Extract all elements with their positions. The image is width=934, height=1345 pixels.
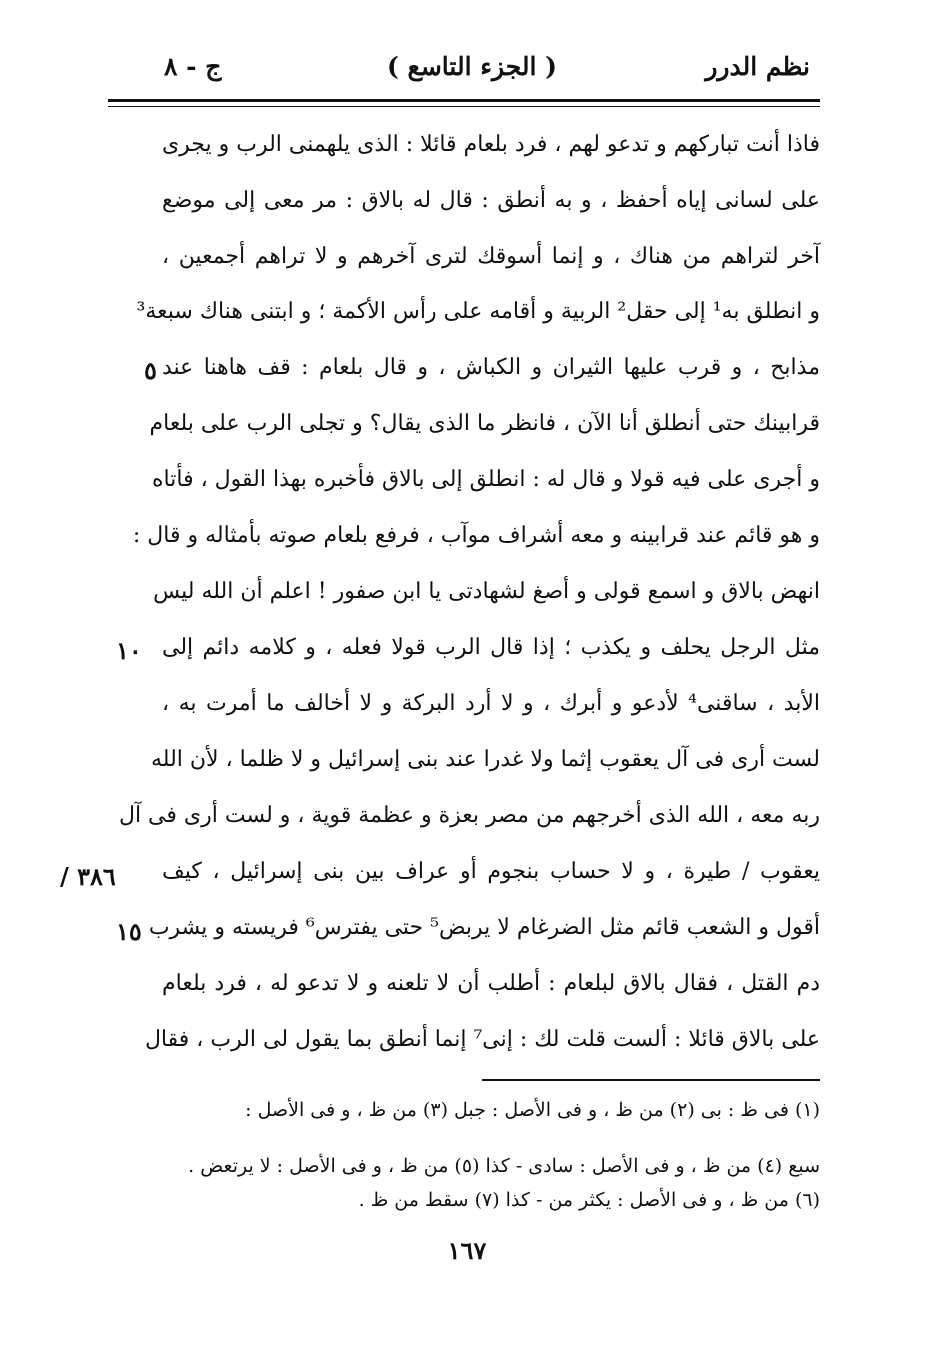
- line-number-15: ١٥: [116, 917, 142, 946]
- line-number-5: ٥: [144, 356, 157, 385]
- text-line: مثل الرجل يحلف و يكذب ؛ إذا قال الرب قولا فعله ، و كلامه دائم إلى: [162, 635, 820, 660]
- text-line: على لسانى إياه أحفظ ، و به أنطق : قال له بالاق : مر معى إلى موضع: [162, 188, 820, 213]
- page-reference: ٣٨٦ /: [60, 862, 116, 891]
- header-rule-thick: [108, 99, 820, 102]
- text-line: على بالاق قائلا : ألست قلت لك : إنى⁷ إنما أنطق بما يقول لى الرب ، فقال: [144, 1027, 820, 1052]
- text-line: يعقوب / طيرة ، و لا حساب بنجوم أو عراف بين بنى إسرائيل ، كيف: [162, 859, 820, 884]
- text-line: مذابح ، و قرب عليها الثيران و الكباش ، و قال بلعام : قف هاهنا عند: [162, 355, 820, 380]
- text-line: و انطلق به¹ إلى حقل² الربية و أقامه على رأس الأكمة ؛ و ابتنى هناك سبعة³: [136, 299, 820, 324]
- line-number-10: ١٠: [116, 636, 142, 665]
- text-line: و هو قائم عند قرابينه و معه أشراف موآب ، فرفع بلعام صوته بأمثاله و قال :: [132, 523, 820, 548]
- footnote-line: (١) فى ظ : بى (٢) من ظ ، و فى الأصل : جبل (٣) من ظ ، و فى الأصل :: [245, 1099, 820, 1121]
- volume-label: ج - ٨: [164, 52, 222, 81]
- text-line: فاذا أنت تباركهم و تدعو لهم ، فرد بلعام قائلا : الذى يلهمنى الرب و يجرى: [161, 132, 820, 157]
- page-number: ١٦٧: [447, 1236, 487, 1265]
- text-line: قرابينك حتى أنطلق أنا الآن ، فانظر ما الذى يقال؟ و تجلى الرب على بلعام: [149, 411, 820, 436]
- running-title: نظم الدرر: [705, 52, 810, 81]
- text-line: دم القتل ، فقال بالاق لبلعام : أطلب أن لا تلعنه و لا تدعو له ، فرد بلعام: [162, 971, 820, 996]
- text-line: الأبد ، ساقنى⁴ لأدعو و أبرك ، و لا أرد البركة و لا أخالف ما أمرت به ،: [162, 691, 820, 716]
- header-rule-thin: [108, 106, 820, 107]
- text-line: آخر لتراهم من هناك ، و إنما أسوقك لترى آخرهم و لا تراهم أجمعين ،: [162, 244, 820, 269]
- footnote-line: سبع (٤) من ظ ، و فى الأصل : سادى - كذا (٥) من ظ ، و فى الأصل : لا يرتعض .: [188, 1155, 820, 1177]
- text-line: لست أرى فى آل يعقوب إثما ولا غدرا عند بنى إسرائيل و لا ظلما ، لأن الله: [150, 747, 820, 772]
- text-line: و أجرى على فيه قولا و قال له : انطلق إلى بالاق فأخبره بهذا القول ، فأتاه: [152, 467, 820, 492]
- text-line: ربه معه ، الله الذى أخرجهم من مصر بعزة و عظمة قوية ، و لست أرى فى آل: [118, 803, 820, 828]
- text-line: أقول و الشعب قائم مثل الضرغام لا يربض⁵ حتى يفترس⁶ فريسته و يشرب: [148, 915, 820, 940]
- footnote-rule: [482, 1079, 820, 1081]
- text-line: انهض بالاق و اسمع قولى و أصغ لشهادتى يا ابن صفور ! اعلم أن الله ليس: [153, 579, 820, 604]
- footnote-line: (٦) من ظ ، و فى الأصل : يكثر من - كذا (٧) سقط من ظ .: [358, 1189, 820, 1211]
- part-label: ( الجزء التاسع ): [387, 52, 557, 81]
